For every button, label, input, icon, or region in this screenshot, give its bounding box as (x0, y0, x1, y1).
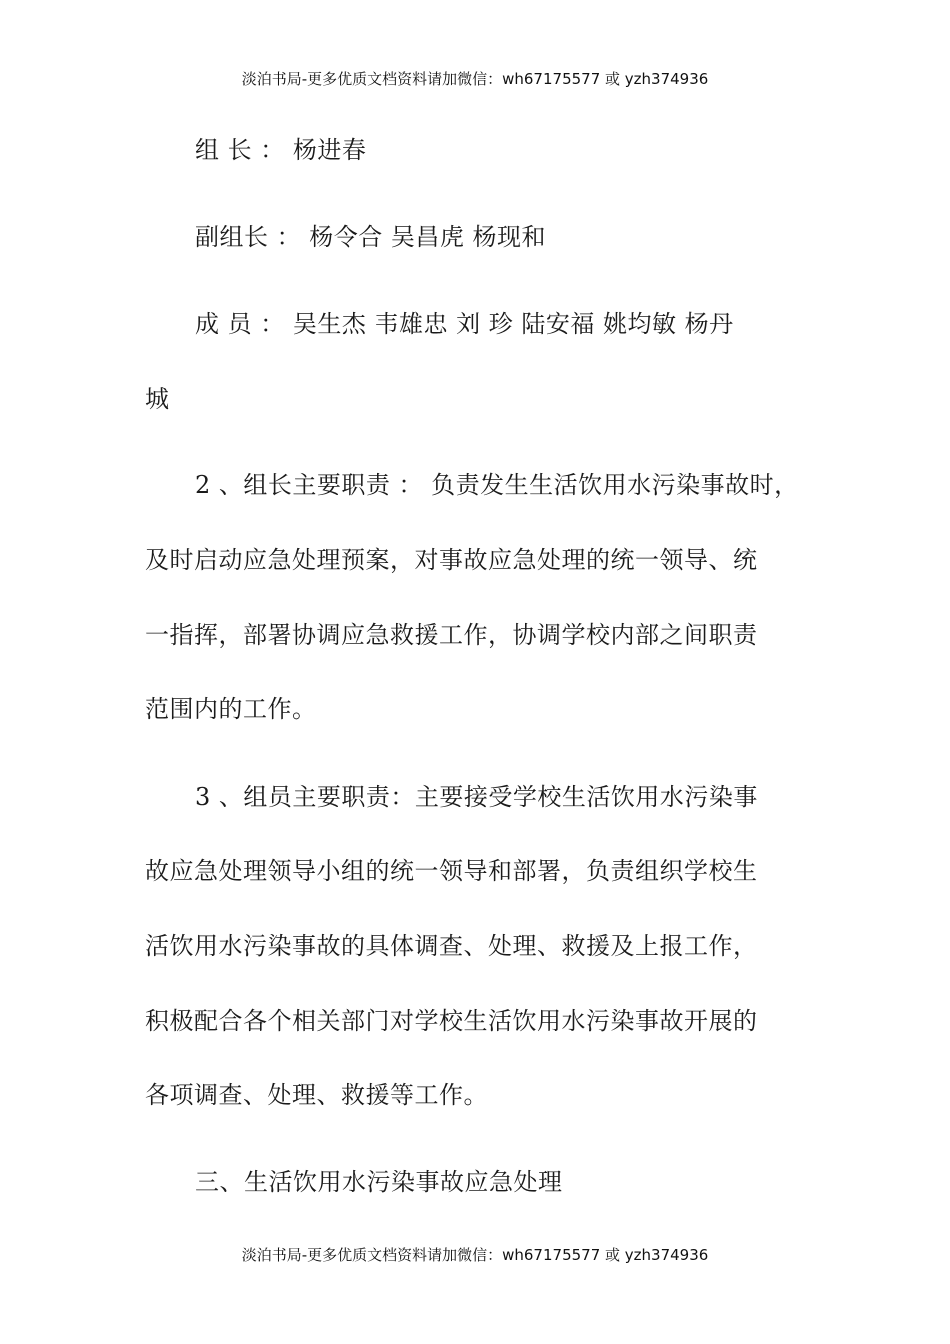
member-duty-paragraph-line: 活饮用水污染事故的具体调查、处理、救援及上报工作， (145, 932, 758, 960)
member-duty-paragraph-line: 积极配合各个相关部门对学校生活饮用水污染事故开展的 (145, 1007, 758, 1035)
leader-duty-paragraph-line: 一指挥，部署协调应急救援工作，协调学校内部之间职责 (145, 621, 758, 649)
members-line: 成 员 ： 吴生杰 韦雄忠 刘 珍 陆安福 姚均敏 杨丹 (195, 310, 734, 338)
page-header-watermark: 淡泊书局-更多优质文档资料请加微信：wh67175577 或 yzh374936 (241, 70, 709, 88)
team-leader-line: 组 长 ： 杨进春 (195, 136, 367, 164)
page-footer-watermark: 淡泊书局-更多优质文档资料请加微信：wh67175577 或 yzh374936 (241, 1246, 709, 1264)
member-duty-paragraph-line: 故应急处理领导小组的统一领导和部署，负责组织学校生 (145, 857, 758, 885)
leader-duty-paragraph-line: 范围内的工作。 (145, 695, 317, 723)
leader-duty-paragraph-line: 2 、组长主要职责 ： 负责发生生活饮用水污染事故时， (195, 471, 799, 499)
deputy-leader-line: 副组长 ： 杨令合 吴昌虎 杨现和 (195, 223, 547, 251)
member-duty-paragraph-line: 各项调查、处理、救援等工作。 (145, 1081, 488, 1109)
leader-duty-paragraph-line: 及时启动应急处理预案，对事故应急处理的统一领导、统 (145, 546, 758, 574)
section-heading: 三、生活饮用水污染事故应急处理 (195, 1168, 563, 1196)
members-line-continued: 城 (145, 385, 170, 413)
member-duty-paragraph-line: 3 、组员主要职责：主要接受学校生活饮用水污染事 (195, 783, 758, 811)
